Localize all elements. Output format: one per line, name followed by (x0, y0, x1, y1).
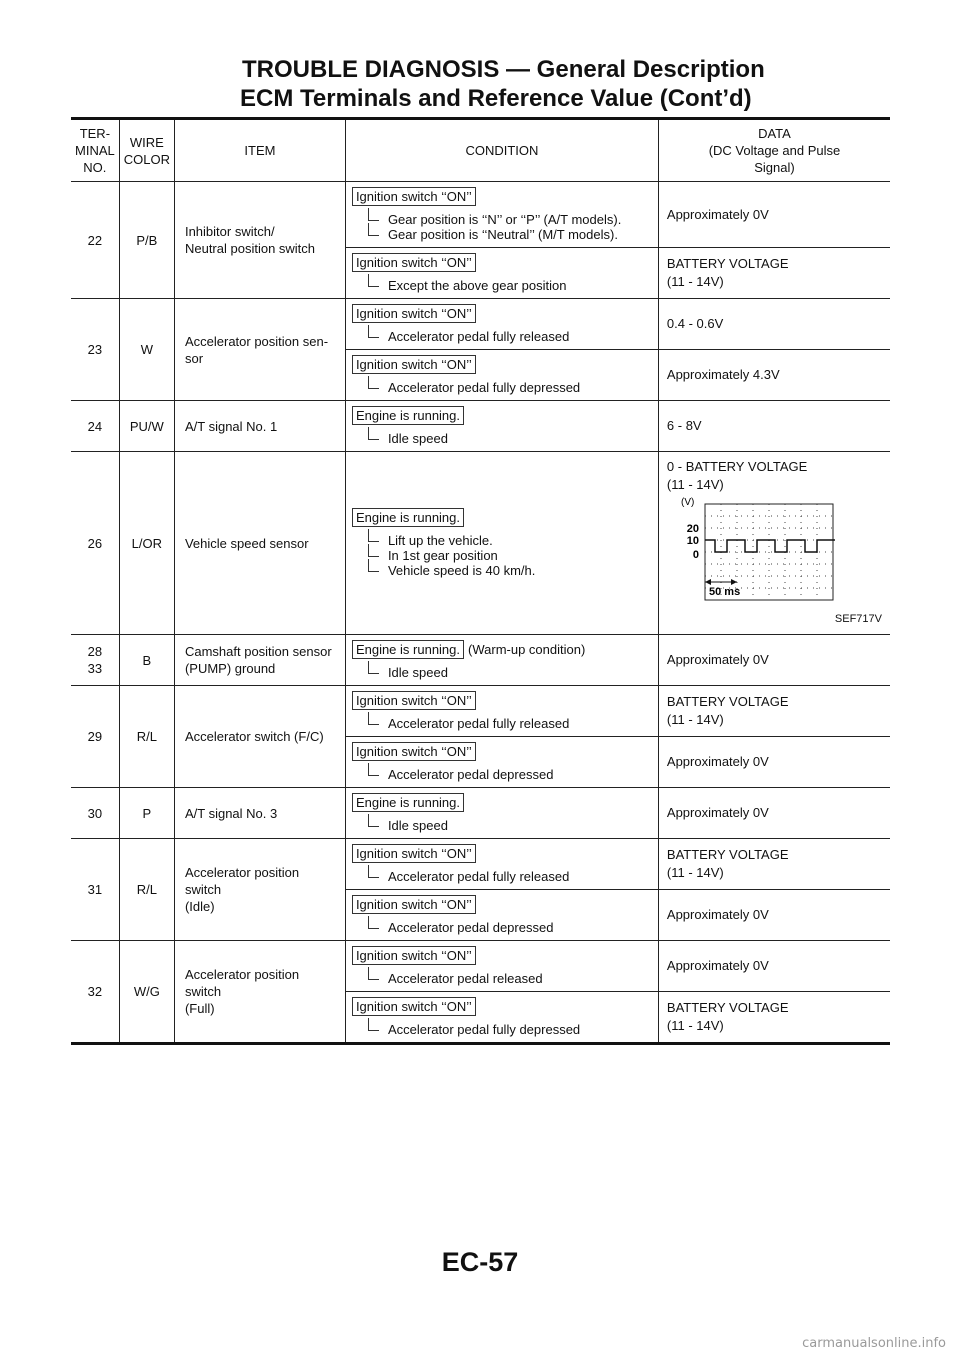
data-line: (11 - 14V) (666, 865, 724, 880)
condition-cell (345, 401, 658, 452)
condition-box: Engine is running. (352, 793, 464, 812)
data-line: (11 - 14V) (666, 1018, 724, 1033)
condition-step: Gear position is ‘‘Neutral’’ (M/T models). (388, 227, 652, 242)
page-number: EC-57 (441, 1247, 519, 1277)
condition-step: Vehicle speed is 40 km/h. (388, 563, 652, 578)
condition-step: Accelerator pedal depressed (388, 767, 652, 782)
item-line: (Idle) (184, 899, 215, 914)
data-line: Approximately 0V (666, 754, 769, 769)
header-terminal: TER- MINAL NO. (71, 119, 119, 182)
condition-cell (345, 686, 658, 737)
condition-cell (345, 350, 658, 401)
data-line: (11 - 14V) (666, 712, 724, 727)
data-line: BATTERY VOLTAGE (666, 694, 789, 709)
oscilloscope-waveform (667, 496, 847, 608)
table-row (71, 788, 890, 839)
terminal-number: 31 (71, 839, 119, 941)
condition-cell (345, 248, 658, 299)
condition-cell (345, 890, 658, 941)
table-row (71, 686, 890, 737)
condition-box: Ignition switch ‘‘ON’’ (352, 187, 476, 206)
data-line: BATTERY VOLTAGE (666, 847, 789, 862)
data-value (658, 737, 890, 788)
section-title: TROUBLE DIAGNOSIS — General Description (242, 56, 765, 83)
data-line: Approximately 0V (666, 652, 769, 667)
condition-box: Ignition switch ‘‘ON’’ (352, 895, 476, 914)
condition-step: Accelerator pedal fully released (388, 869, 652, 884)
terminal-number: 30 (71, 788, 119, 839)
data-line: (11 - 14V) (666, 274, 724, 289)
condition-cell (345, 788, 658, 839)
scope-tick-20: 20 (686, 523, 699, 535)
condition-box: Engine is running. (352, 640, 464, 659)
terminal-number: 28 33 (71, 635, 119, 686)
data-value (658, 452, 890, 635)
data-value (658, 299, 890, 350)
condition-box: Ignition switch ‘‘ON’’ (352, 946, 476, 965)
condition-step: Accelerator pedal fully released (388, 716, 652, 731)
wire-color: R/L (119, 839, 174, 941)
table-header-row (71, 119, 890, 182)
data-line: Approximately 4.3V (666, 367, 780, 382)
item-description (174, 788, 345, 839)
terminal-number: 23 (71, 299, 119, 401)
condition-cell (345, 941, 658, 992)
data-value (658, 992, 890, 1044)
item-description (174, 182, 345, 299)
condition-step: Except the above gear position (388, 278, 652, 293)
wire-color: P (119, 788, 174, 839)
ecm-terminal-table (71, 117, 890, 1045)
table-row (71, 941, 890, 992)
condition-step: Accelerator pedal depressed (388, 920, 652, 935)
data-value (658, 401, 890, 452)
condition-cell (345, 182, 658, 248)
wire-color: W (119, 299, 174, 401)
item-line: Accelerator position switch (184, 967, 300, 999)
figure-id: SEF717V (834, 613, 882, 625)
item-description (174, 452, 345, 635)
item-line: Accelerator switch (F/C) (184, 729, 324, 744)
terminal-number: 26 (71, 452, 119, 635)
condition-note: (Warm-up condition) (468, 642, 586, 657)
condition-cell (345, 737, 658, 788)
item-line: Neutral position switch (184, 241, 316, 256)
wire-color: B (119, 635, 174, 686)
scope-tick-0: 0 (692, 549, 699, 561)
condition-step: Accelerator pedal fully depressed (388, 1022, 652, 1037)
item-line: Accelerator position sen- (184, 333, 329, 349)
data-line: 0 - BATTERY VOLTAGE (666, 459, 808, 474)
oscilloscope-figure (667, 496, 882, 628)
item-description (174, 299, 345, 401)
item-line: Accelerator position switch (184, 865, 300, 897)
condition-box: Ignition switch ‘‘ON’’ (352, 742, 476, 761)
data-line: Approximately 0V (666, 805, 769, 820)
data-line: Approximately 0V (666, 206, 769, 222)
header-wire-color: WIRE COLOR (119, 119, 174, 182)
item-description (174, 839, 345, 941)
data-line: 6 - 8V (666, 418, 702, 433)
scope-unit: (V) (680, 497, 695, 508)
condition-box: Ignition switch ‘‘ON’’ (352, 253, 476, 272)
terminal-number: 24 (71, 401, 119, 452)
condition-step: Gear position is ‘‘N’’ or ‘‘P’’ (A/T models). (388, 212, 652, 227)
item-description (174, 401, 345, 452)
wire-color: W/G (119, 941, 174, 1044)
data-line: BATTERY VOLTAGE (666, 256, 789, 271)
table-row (71, 299, 890, 350)
data-line: 0.4 - 0.6V (666, 316, 724, 331)
item-description (174, 686, 345, 788)
header-data: DATA (DC Voltage and Pulse Signal) (658, 119, 890, 182)
table-row (71, 635, 890, 686)
watermark: carmanualsonline.info (802, 1336, 946, 1351)
condition-step: Idle speed (388, 665, 652, 680)
data-line: BATTERY VOLTAGE (666, 1000, 789, 1015)
header-item: ITEM (174, 119, 345, 182)
item-line: A/T signal No. 1 (184, 418, 278, 434)
condition-box: Ignition switch ‘‘ON’’ (352, 844, 476, 863)
condition-step: In 1st gear position (388, 548, 652, 563)
item-line: Inhibitor switch/ (184, 224, 275, 239)
data-value (658, 182, 890, 248)
terminal-number: 29 (71, 686, 119, 788)
table-row (71, 452, 890, 635)
data-line: Approximately 0V (666, 958, 769, 973)
item-line: A/T signal No. 3 (184, 805, 278, 821)
condition-box: Ignition switch ‘‘ON’’ (352, 304, 476, 323)
data-value (658, 635, 890, 686)
scope-time-label: 50 ms (708, 586, 741, 598)
terminal-number: 22 (71, 182, 119, 299)
item-description (174, 635, 345, 686)
condition-box: Ignition switch ‘‘ON’’ (352, 691, 476, 710)
condition-box: Engine is running. (352, 406, 464, 425)
header-condition: CONDITION (345, 119, 658, 182)
scope-tick-10: 10 (686, 535, 699, 547)
condition-step: Accelerator pedal fully released (388, 329, 652, 344)
condition-step: Lift up the vehicle. (388, 533, 652, 548)
condition-box: Ignition switch ‘‘ON’’ (352, 355, 476, 374)
condition-cell (345, 299, 658, 350)
data-value (658, 941, 890, 992)
condition-cell (345, 452, 658, 635)
condition-cell (345, 839, 658, 890)
wire-color: P/B (119, 182, 174, 299)
table-row (71, 182, 890, 248)
item-line: Vehicle speed sensor (184, 535, 309, 551)
condition-box: Ignition switch ‘‘ON’’ (352, 997, 476, 1016)
item-line: (PUMP) ground (184, 661, 276, 676)
data-value (658, 350, 890, 401)
condition-cell (345, 635, 658, 686)
terminal-number: 32 (71, 941, 119, 1044)
wire-color: PU/W (119, 401, 174, 452)
data-value (658, 686, 890, 737)
condition-step: Accelerator pedal released (388, 971, 652, 986)
item-line: Camshaft position sensor (184, 644, 332, 659)
item-description (174, 941, 345, 1044)
condition-step: Accelerator pedal fully depressed (388, 380, 652, 395)
condition-step: Idle speed (388, 431, 652, 446)
data-value (658, 248, 890, 299)
data-line: (11 - 14V) (666, 477, 724, 492)
wire-color: L/OR (119, 452, 174, 635)
data-value (658, 890, 890, 941)
data-line: Approximately 0V (666, 907, 769, 922)
condition-cell (345, 992, 658, 1044)
table-row (71, 401, 890, 452)
data-value (658, 788, 890, 839)
item-line: (Full) (184, 1001, 215, 1016)
data-value (658, 839, 890, 890)
condition-box: Engine is running. (352, 508, 464, 527)
item-line: sor (184, 350, 204, 366)
scope-signal (705, 540, 835, 552)
wire-color: R/L (119, 686, 174, 788)
section-subtitle: ECM Terminals and Reference Value (Cont’d) (240, 85, 752, 112)
condition-step: Idle speed (388, 818, 652, 833)
table-row (71, 839, 890, 890)
